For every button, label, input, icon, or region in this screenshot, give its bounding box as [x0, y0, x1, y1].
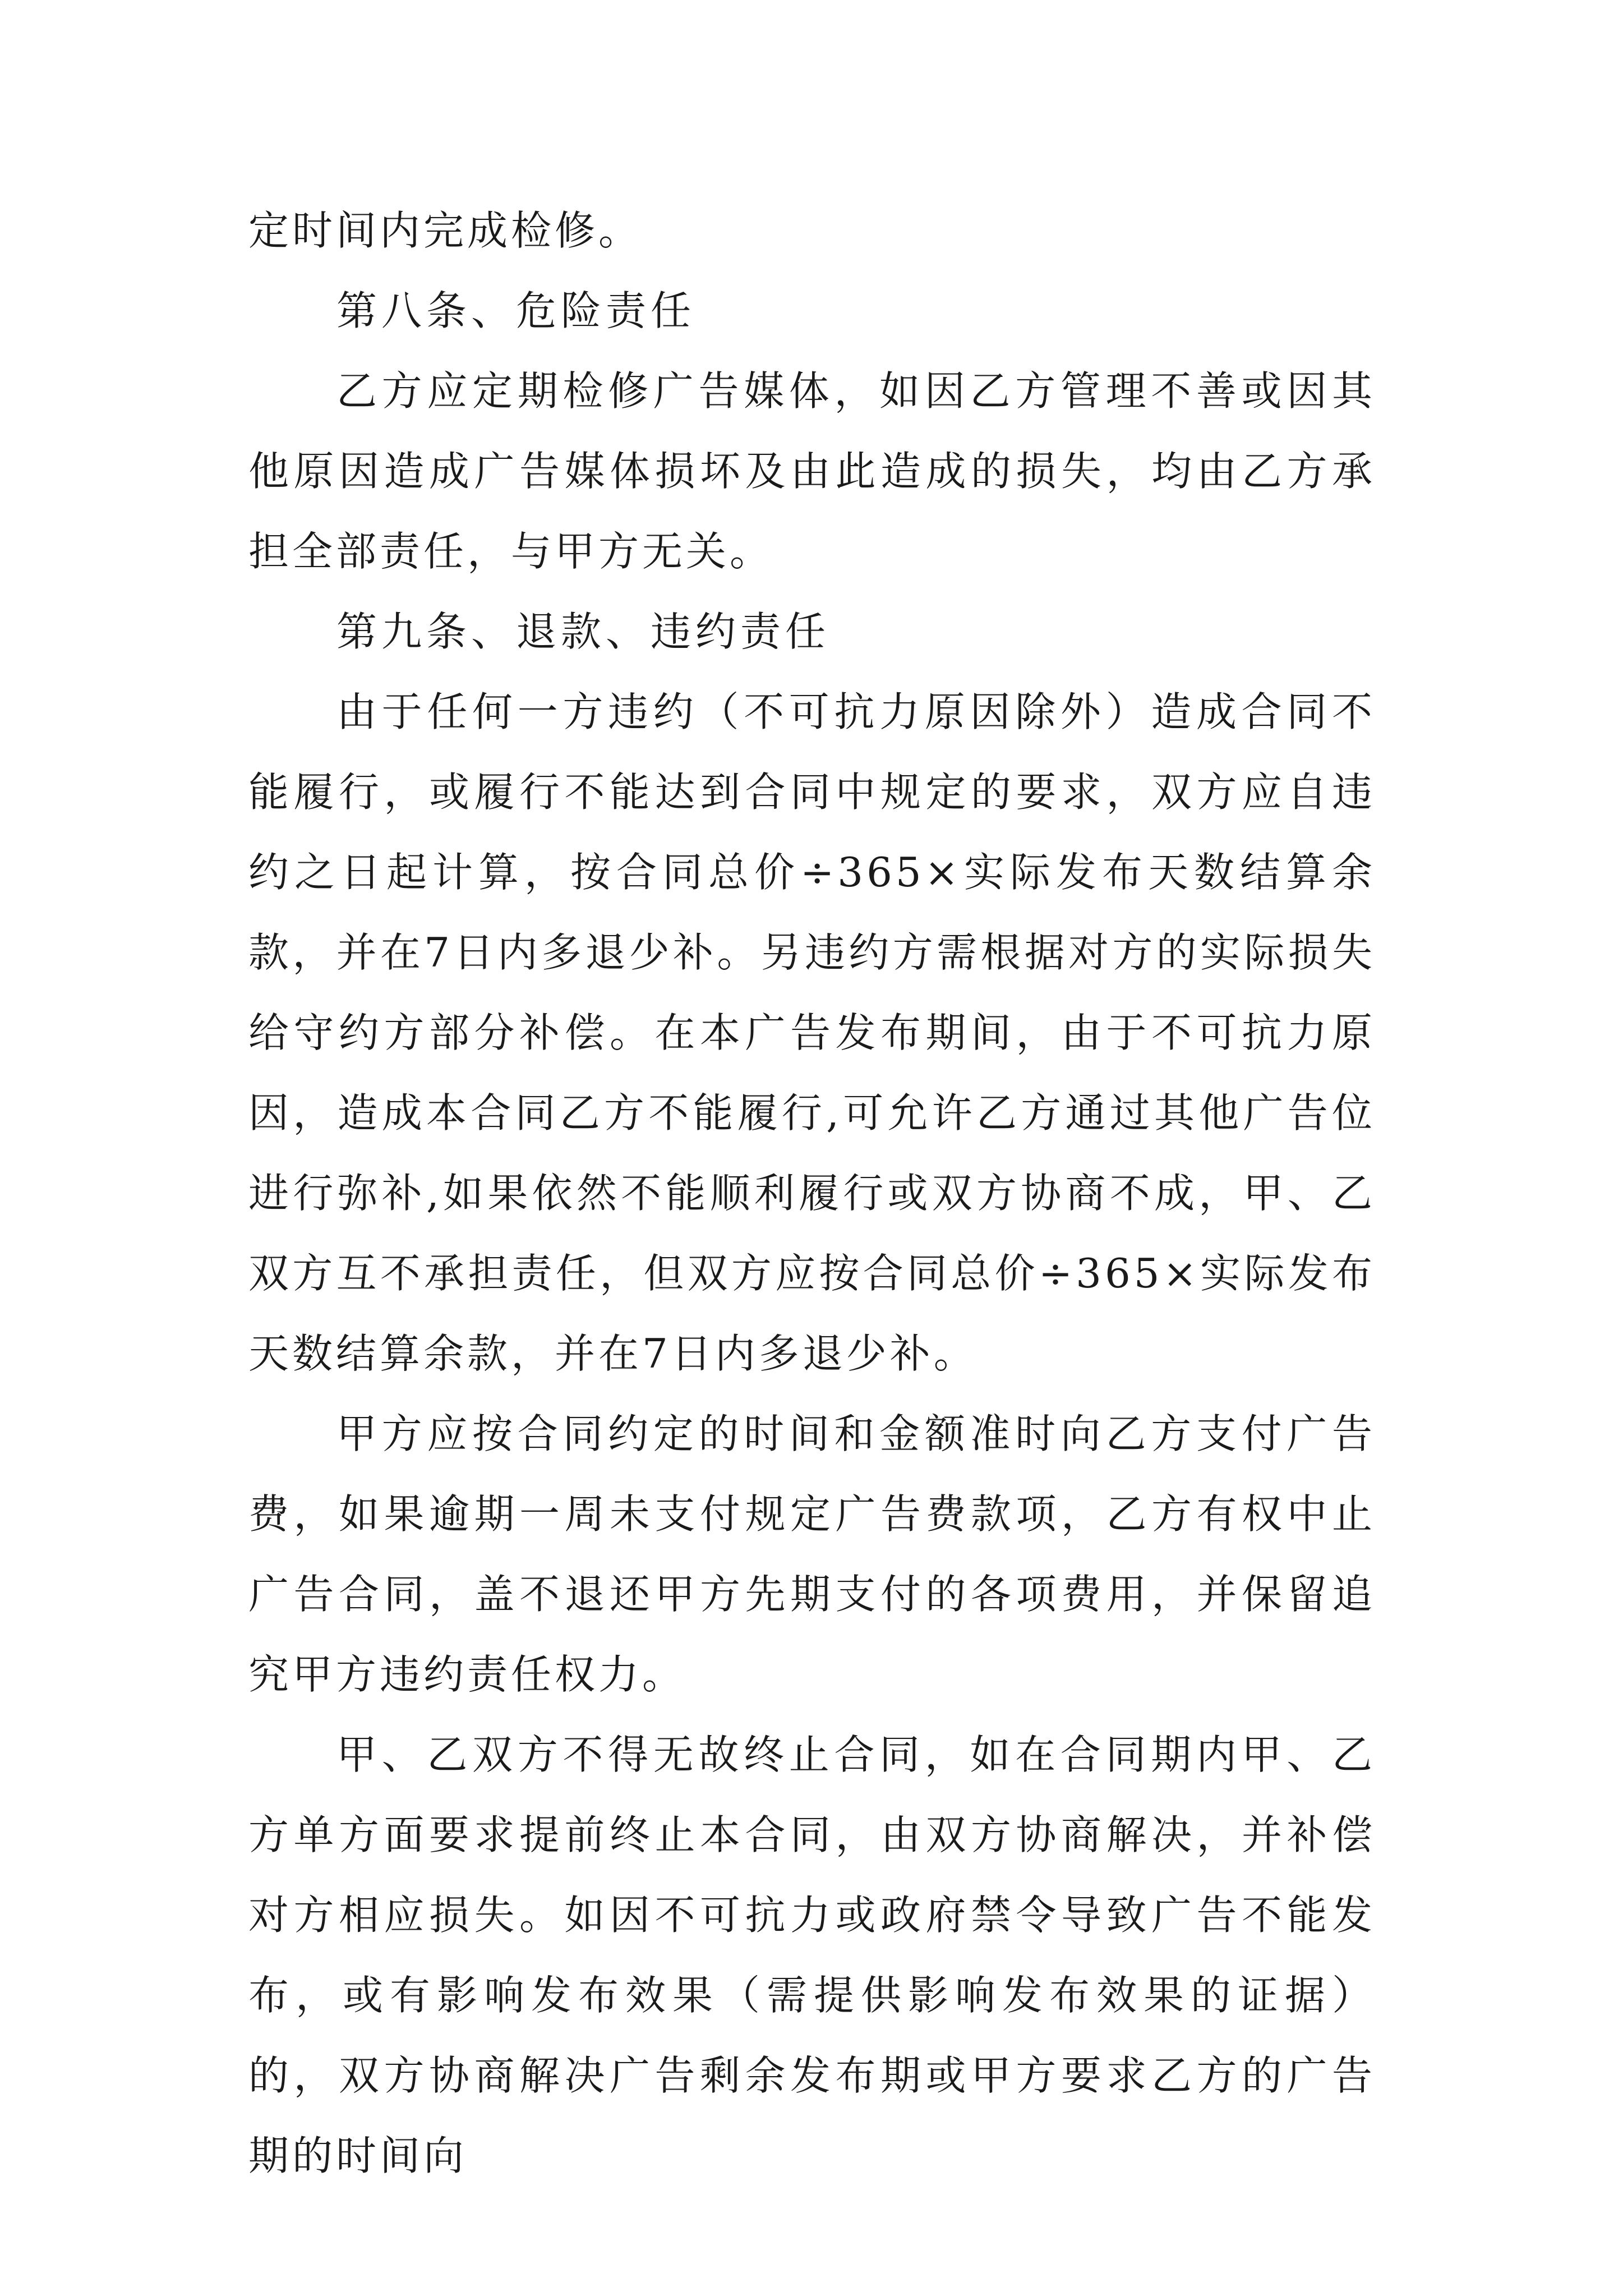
- article-9-paragraph-2: 甲方应按合同约定的时间和金额准时向乙方支付广告费，如果逾期一周未支付规定广告费款项，乙方有权中止广告合同，盖不退还甲方先期支付的各项费用，并保留追究甲方违约责任权力。: [248, 1410, 1376, 1698]
- article-9-heading: 第九条、退款、违约责任: [336, 608, 831, 655]
- article-8-heading: 第八条、危险责任: [336, 287, 696, 334]
- article-9-paragraph-3: 甲、乙双方不得无故终止合同，如在合同期内甲、乙方单方面要求提前终止本合同，由双方协商解决，并补偿对方相应损失。如因不可抗力或政府禁令导致广告不能发布，或有影响发布效果（需提供影响发布效果的证据）的，双方协商解决广告剩余发布期或甲方要求乙方的广告期的时间向: [248, 1731, 1376, 2179]
- article-8-body: 乙方应定期检修广告媒体，如因乙方管理不善或因其他原因造成广告媒体损坏及由此造成的损失，均由乙方承担全部责任，与甲方无关。: [248, 367, 1376, 575]
- paragraph-continuation: 定时间内完成检修。: [248, 207, 643, 254]
- article-9-paragraph-1: 由于任何一方违约（不可抗力原因除外）造成合同不能履行，或履行不能达到合同中规定的要求，双方应自违约之日起计算，按合同总价÷365×实际发布天数结算余款，并在7日内多退少补。另违约方需根据对方的实际损失给守约方部分补偿。在本广告发布期间，由于不可抗力原因，造成本合同乙方不能履行,可允许乙方通过其他广告位进行弥补,如果依然不能顺利履行或双方协商不成，甲、乙双方互不承担责任，但双方应按合同总价÷365×实际发布天数结算余款，并在7日内多退少补。: [248, 688, 1376, 1377]
- document-body: [248, 191, 1376, 2196]
